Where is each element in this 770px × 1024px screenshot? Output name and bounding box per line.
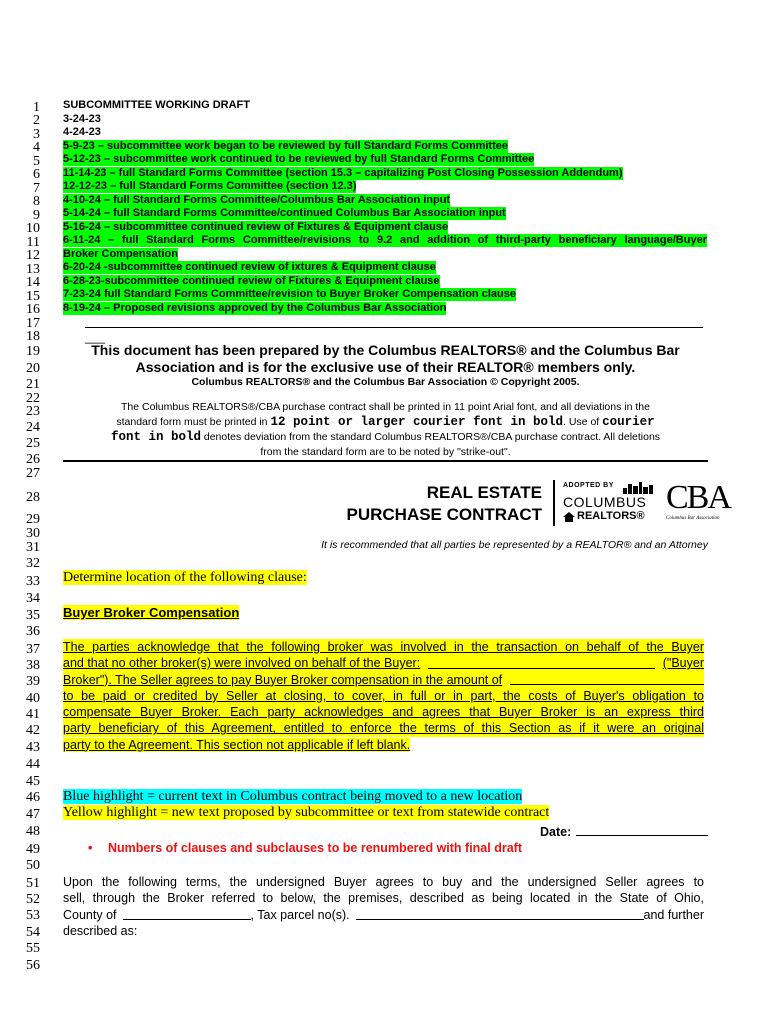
- line-number: 6: [33, 167, 40, 182]
- recommendation-line: It is recommended that all parties be represented by a REALTOR® and an Attorney: [321, 539, 708, 551]
- line-number: 31: [26, 540, 40, 555]
- line-number: 40: [26, 691, 40, 706]
- note-courier: font in bold: [110, 430, 201, 444]
- header-rule: [63, 460, 708, 462]
- line-number: 8: [33, 194, 40, 209]
- draft-entry: 7-23-24 full Standard Forms Committee/revision to Buyer Broker Compensation clause: [63, 288, 516, 300]
- line-number: 34: [26, 591, 40, 606]
- line-number: 7: [33, 181, 40, 196]
- note-courier: courier: [602, 415, 655, 429]
- draft-entry: 5-9-23 – subcommittee work began to be reviewed by full Standard Forms Committee: [63, 140, 508, 152]
- line-number: 10: [26, 221, 40, 236]
- cba-subtitle: Columbus Bar Association: [666, 516, 720, 521]
- renumber-bullet: • Numbers of clauses and subclauses to be renumbered with final draft: [88, 841, 522, 855]
- note-line-1: The Columbus REALTORS®/CBA purchase contract shall be printed in 11 point Arial font, and all deviations in the: [121, 401, 650, 413]
- line-number: 42: [26, 723, 40, 738]
- printing-note: [63, 400, 708, 460]
- line-number: 38: [26, 658, 40, 673]
- line-number: 22: [26, 391, 40, 406]
- bullet-icon: •: [88, 841, 93, 855]
- line-number: 35: [26, 608, 40, 623]
- line-number: 3: [33, 127, 40, 142]
- line-number: 20: [26, 361, 40, 376]
- draft-entry: Broker Compensation: [63, 248, 178, 260]
- terms-text: County of: [63, 907, 117, 922]
- cba-logo: [666, 480, 742, 526]
- logo-realtors: REALTORS®: [577, 510, 645, 522]
- draft-entry: 6-28-23-subcommittee continued review of Fixtures & Equipment clause: [63, 275, 440, 287]
- note-courier: 12 point or larger courier font in bold: [270, 415, 564, 429]
- draft-entry: 5-14-24 – full Standard Forms Committee/continued Columbus Bar Association input: [63, 207, 506, 219]
- county-blank[interactable]: [123, 907, 251, 920]
- clause-line: [63, 672, 704, 688]
- line-number: 45: [26, 774, 40, 789]
- line-number: 49: [26, 842, 40, 857]
- line-number: 48: [26, 824, 40, 839]
- draft-entry: 5-16-24 – subcommittee continued review of Fixtures & Equipment clause: [63, 221, 449, 233]
- line-number: 5: [33, 154, 40, 169]
- draft-entry: 6-20-24 -subcommittee continued review of ixtures & Equipment clause: [63, 261, 436, 273]
- date-label: Date:: [540, 825, 572, 839]
- draft-entry: 11-14-23 – full Standard Forms Committee (section 15.3 – capitalizing Post Closing Possession Addendum): [63, 167, 623, 179]
- clause-line: compensate Buyer Broker. Each party acknowledges and agrees that Buyer Broker is an express third: [63, 705, 704, 720]
- date-blank[interactable]: [576, 825, 708, 836]
- line-number: 41: [26, 707, 40, 722]
- line-number: 29: [26, 512, 40, 527]
- line-number: 32: [26, 556, 40, 571]
- clause-line: The parties acknowledge that the following broker was involved in the transaction on behalf of the Buyer: [63, 640, 704, 654]
- line-number: 2: [33, 113, 40, 128]
- title-divider: [553, 480, 555, 526]
- note-text: denotes deviation from the standard Columbus REALTORS®/CBA purchase contract. All deletions: [203, 431, 661, 443]
- line-number: 18: [26, 329, 40, 344]
- clause-line: [63, 655, 704, 671]
- clause-line: party to the Agreement. This section not applicable if left blank.: [63, 737, 411, 752]
- clause-text: ("Buyer: [662, 656, 704, 671]
- terms-line: sell, through the Broker referred to below, the premises, described as being located in the State of Ohio,: [63, 891, 704, 906]
- line-number: 1: [33, 100, 40, 115]
- line-number: 19: [26, 344, 40, 359]
- terms-line: described as:: [63, 923, 138, 938]
- line-number: 53: [26, 908, 40, 923]
- line-number: 13: [26, 262, 40, 277]
- line-number: 28: [26, 490, 40, 505]
- line-number: 39: [26, 674, 40, 689]
- clause-text: Broker"). The Seller agrees to pay Buyer Broker compensation in the amount of: [63, 672, 503, 687]
- skyline-icon: [623, 482, 653, 494]
- terms-paragraph: [63, 874, 704, 939]
- line-number: 55: [26, 941, 40, 956]
- line-number: 27: [26, 466, 40, 481]
- line-number: 12: [26, 248, 40, 263]
- draft-entry: 12-12-23 – full Standard Forms Committee (section 12.3): [63, 180, 357, 192]
- line-number: 24: [26, 420, 40, 435]
- line-number: 43: [26, 740, 40, 755]
- note-line-4: from the standard form are to be noted by "strike-out".: [260, 446, 511, 458]
- draft-date: 4-24-23: [63, 126, 101, 138]
- line-number: 56: [26, 958, 40, 973]
- note-text: standard form must be printed in: [116, 416, 268, 428]
- title-line-1: REAL ESTATE: [426, 483, 542, 502]
- draft-entry: 5-12-23 – subcommittee work continued to be reviewed by full Standard Forms Committee: [63, 153, 535, 165]
- compensation-amount-blank[interactable]: [510, 672, 704, 685]
- line-number: 16: [26, 302, 40, 317]
- buyer-broker-clause: [63, 639, 704, 753]
- broker-name-blank[interactable]: [428, 655, 655, 668]
- logo-adopted-by: ADOPTED BY: [563, 482, 614, 489]
- title-line-2: PURCHASE CONTRACT: [346, 505, 542, 524]
- line-number: 51: [26, 876, 40, 891]
- section-title: Buyer Broker Compensation: [63, 605, 240, 620]
- line-number: 4: [33, 140, 40, 155]
- terms-text: and further: [643, 907, 704, 922]
- note-line-2: [63, 415, 708, 430]
- line-number: 21: [26, 377, 40, 392]
- terms-line: Upon the following terms, the undersigned Buyer agrees to buy and the undersigned Seller agrees to: [63, 875, 704, 889]
- line-number: 47: [26, 807, 40, 822]
- legend-yellow: Yellow highlight = new text proposed by subcommittee or text from statewide contract: [63, 805, 550, 821]
- line-number: 54: [26, 925, 40, 940]
- line-number: 44: [26, 757, 40, 772]
- prepared-by-notice: [63, 342, 708, 376]
- date-field: [540, 825, 708, 839]
- draft-title: SUBCOMMITTEE WORKING DRAFT: [63, 99, 250, 111]
- tax-parcel-blank[interactable]: [356, 907, 644, 920]
- line-number: 30: [26, 526, 40, 541]
- draft-entry: 4-10-24 – full Standard Forms Committee/Columbus Bar Association input: [63, 194, 451, 206]
- line-number: 50: [26, 858, 40, 873]
- line-number: 15: [26, 289, 40, 304]
- logo-columbus: COLUMBUS: [563, 494, 647, 510]
- copyright-line: Columbus REALTORS® and the Columbus Bar Association © Copyright 2005.: [191, 376, 580, 388]
- line-number: 46: [26, 790, 40, 805]
- prepared-line-2: Association and is for the exclusive use of their REALTOR® members only.: [135, 359, 636, 375]
- note-line-3: [63, 430, 708, 445]
- clause-line: to be paid or credited by Seller at closing, to cover, in full or in part, the costs of Buyer's obligation to: [63, 688, 704, 703]
- note-text: . Use of: [563, 416, 600, 428]
- terms-line: [63, 907, 704, 923]
- line-number: 26: [26, 452, 40, 467]
- highlight-legend: [63, 789, 549, 822]
- determine-location-note: Determine location of the following clause:: [63, 570, 307, 585]
- line-number: 36: [26, 624, 40, 639]
- separator-tail: ___: [85, 330, 106, 344]
- draft-entry: 6-11-24 – full Standard Forms Committee/revisions to 9.2 and addition of third-party beneficiary language/Buyer: [63, 234, 707, 246]
- prepared-line-1: This document has been prepared by the Columbus REALTORS® and the Columbus Bar: [91, 342, 680, 358]
- clause-text: and that no other broker(s) were involved on behalf of the Buyer:: [63, 656, 421, 671]
- line-number: 17: [26, 316, 40, 331]
- draft-entry: 8-19-24 – Proposed revisions approved by the Columbus Bar Association: [63, 302, 447, 314]
- separator-line: [85, 327, 703, 328]
- legend-blue: Blue highlight = current text in Columbus contract being moved to a new location: [63, 789, 523, 804]
- line-number: 33: [26, 574, 40, 589]
- line-number: 23: [26, 404, 40, 419]
- columbus-realtors-logo: [563, 482, 658, 524]
- line-number: 52: [26, 892, 40, 907]
- clause-line: party beneficiary of this Agreement, entitled to enforce the terms of this Section as if it were an original: [63, 721, 704, 736]
- terms-text: , Tax parcel no(s).: [250, 907, 350, 922]
- line-number: 14: [26, 275, 40, 290]
- line-number: 11: [26, 235, 40, 250]
- contract-title: [300, 482, 542, 526]
- line-number: 37: [26, 642, 40, 657]
- cba-letters: CBA: [666, 479, 730, 516]
- line-number: 9: [33, 208, 40, 223]
- house-icon: [563, 512, 575, 522]
- line-number: 25: [26, 436, 40, 451]
- draft-date: 3-24-23: [63, 113, 101, 125]
